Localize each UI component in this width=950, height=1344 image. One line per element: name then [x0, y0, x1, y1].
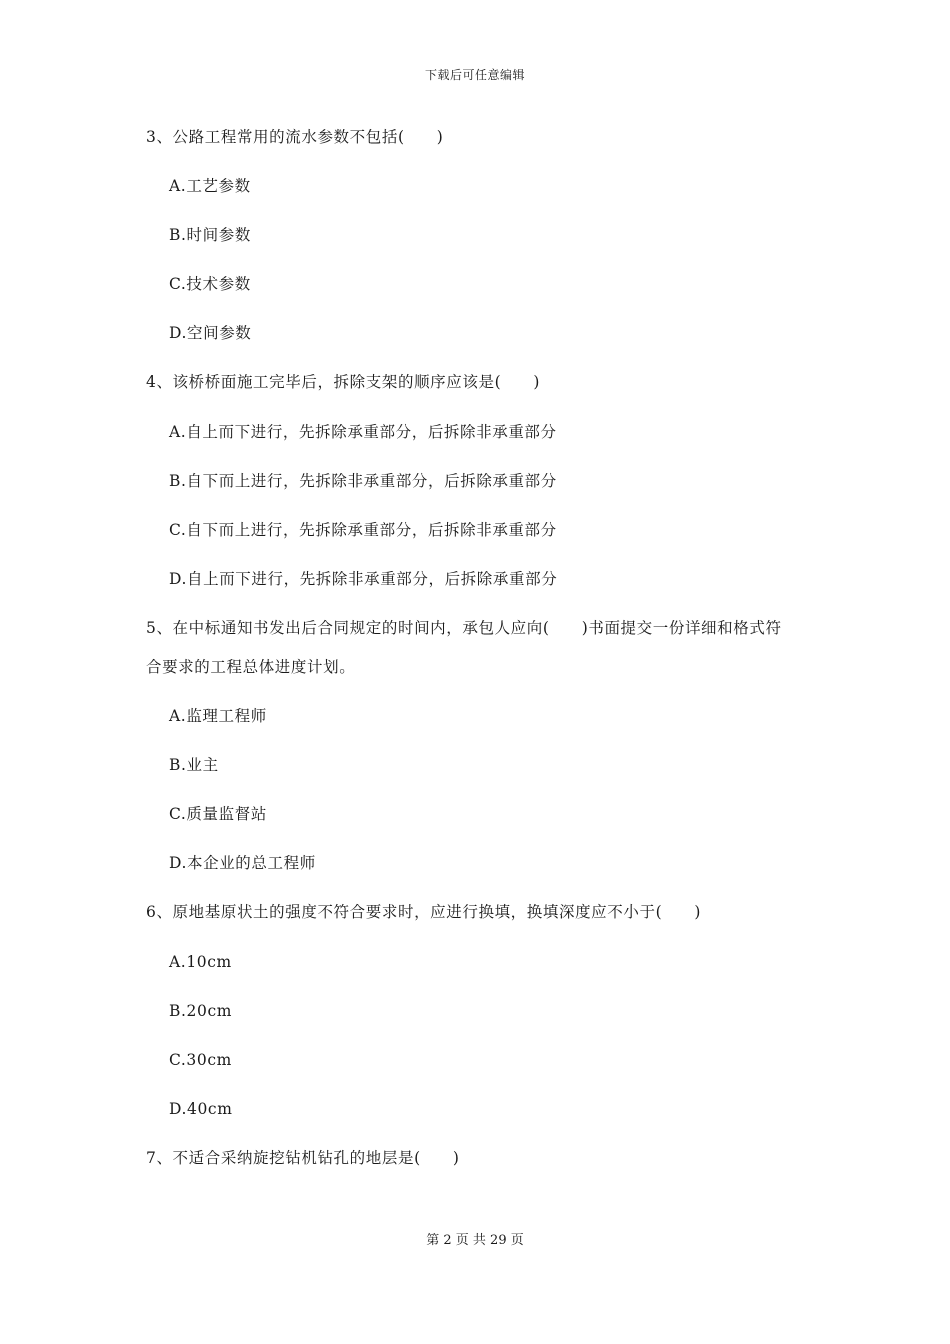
- question-5-option-b: B.业主: [169, 756, 219, 774]
- question-4-stem: 4、该桥桥面施工完毕后，拆除支架的顺序应该是( ): [146, 373, 541, 391]
- question-5-stem-line-1: 5、在中标通知书发出后合同规定的时间内，承包人应向( )书面提交一份详细和格式符: [146, 619, 782, 637]
- question-6-option-c: C.30cm: [169, 1051, 232, 1069]
- question-5-option-d: D.本企业的总工程师: [169, 854, 316, 872]
- question-4-option-c: C.自下而上进行，先拆除承重部分，后拆除非承重部分: [169, 521, 557, 539]
- question-6-option-d: D.40cm: [169, 1100, 233, 1118]
- page-header: 下载后可任意编辑: [424, 68, 525, 82]
- question-5-option-c: C.质量监督站: [169, 805, 267, 823]
- question-6-option-b: B.20cm: [169, 1002, 233, 1020]
- question-6-stem: 6、原地基原状土的强度不符合要求时，应进行换填，换填深度应不小于( ): [146, 903, 702, 921]
- question-3-option-a: A.工艺参数: [169, 177, 251, 195]
- question-4-option-a: A.自上而下进行，先拆除承重部分，后拆除非承重部分: [169, 423, 557, 441]
- question-3-stem: 3、公路工程常用的流水参数不包括( ): [146, 128, 444, 146]
- question-6-option-a: A.10cm: [169, 953, 232, 971]
- question-7-stem: 7、不适合采纳旋挖钻机钻孔的地层是( ): [146, 1149, 460, 1167]
- page-footer: 第 2 页 共 29 页: [426, 1233, 524, 1248]
- question-3-option-b: B.时间参数: [169, 226, 251, 244]
- question-4-option-d: D.自上而下进行，先拆除非承重部分，后拆除承重部分: [169, 570, 558, 588]
- question-5-stem-line-2: 合要求的工程总体进度计划。: [146, 658, 356, 676]
- question-3-option-c: C.技术参数: [169, 275, 251, 293]
- question-4-option-b: B.自下而上进行，先拆除非承重部分，后拆除承重部分: [169, 472, 557, 490]
- question-5-option-a: A.监理工程师: [169, 707, 267, 725]
- question-3-option-d: D.空间参数: [169, 324, 252, 342]
